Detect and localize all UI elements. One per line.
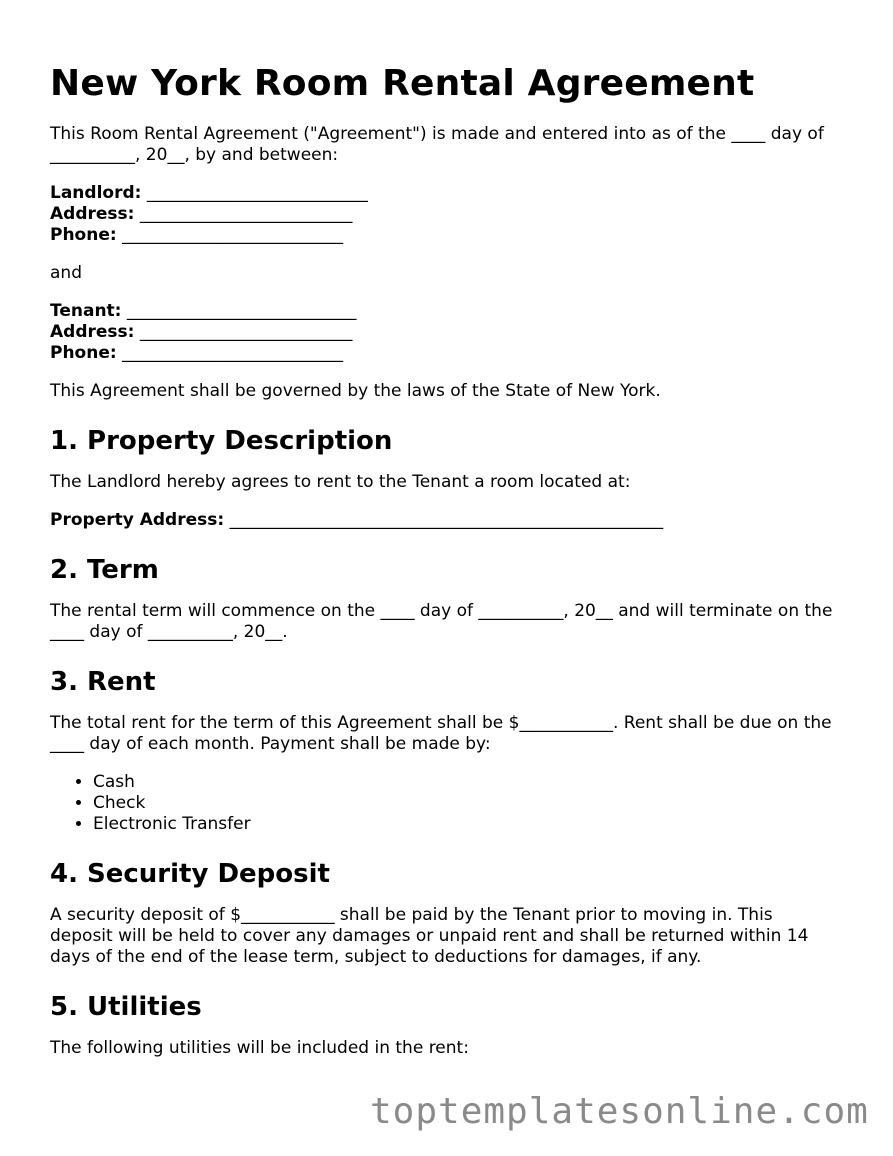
term-paragraph: The rental term will commence on the ____ day of __________, 20__ and will terminate on the ____ day of __________, 20__. xyxy=(50,601,833,642)
tenant-address-blank[interactable]: _________________________ xyxy=(134,322,353,342)
section-heading-deposit: 4. Security Deposit xyxy=(50,859,330,889)
landlord-info xyxy=(50,183,840,246)
list-item: • Electronic Transfer xyxy=(93,814,840,835)
property-address-field xyxy=(50,510,840,531)
tenant-phone-blank[interactable]: __________________________ xyxy=(116,343,344,363)
and-text: and xyxy=(50,263,82,283)
landlord-address-field xyxy=(50,204,840,225)
property-address-blank[interactable]: ___________________________________________________ xyxy=(224,510,664,530)
property-address-line xyxy=(50,510,840,531)
utilities-paragraph: The following utilities will be included in the rent: xyxy=(50,1038,469,1058)
document-title: New York Room Rental Agreement xyxy=(50,63,755,104)
landlord-address-label: Address: xyxy=(50,204,135,224)
tenant-address-field xyxy=(50,322,840,343)
tenant-name-label: Tenant: xyxy=(50,301,122,321)
intro-paragraph: This Room Rental Agreement ("Agreement") is made and entered into as of the ____ day of __________, 20__, by and between: xyxy=(50,124,824,165)
landlord-address-blank[interactable]: _________________________ xyxy=(134,204,353,224)
tenant-address-label: Address: xyxy=(50,322,135,342)
section-heading-rent: 3. Rent xyxy=(50,667,156,697)
tenant-name-blank[interactable]: ___________________________ xyxy=(121,301,357,321)
landlord-phone-blank[interactable]: __________________________ xyxy=(116,225,344,245)
tenant-phone-label: Phone: xyxy=(50,343,117,363)
list-item: • Cash xyxy=(93,772,840,793)
landlord-phone-field xyxy=(50,225,840,246)
payment-methods-list xyxy=(50,772,840,835)
landlord-phone-label: Phone: xyxy=(50,225,117,245)
deposit-paragraph: A security deposit of $___________ shall be paid by the Tenant prior to moving in. This deposit will be held to cover any damages or unpaid rent and shall be returned within 14 days of the end of the lease term, subject to deductions for damages, if any. xyxy=(50,905,809,967)
rent-paragraph: The total rent for the term of this Agreement shall be $___________. Rent shall be due on the ____ day of each month. Payment shall be made by: xyxy=(50,713,832,754)
property-paragraph: The Landlord hereby agrees to rent to the Tenant a room located at: xyxy=(50,472,631,492)
section-heading-property: 1. Property Description xyxy=(50,426,393,456)
tenant-name-field xyxy=(50,301,840,322)
section-heading-utilities: 5. Utilities xyxy=(50,992,202,1022)
governing-law-paragraph: This Agreement shall be governed by the laws of the State of New York. xyxy=(50,381,661,401)
tenant-phone-field xyxy=(50,343,840,364)
tenant-info xyxy=(50,301,840,364)
section-heading-term: 2. Term xyxy=(50,555,159,585)
landlord-name-blank[interactable]: __________________________ xyxy=(141,183,368,203)
landlord-name-label: Landlord: xyxy=(50,183,142,203)
document-page xyxy=(50,60,840,1076)
landlord-name-field xyxy=(50,183,840,204)
property-address-label: Property Address: xyxy=(50,510,225,530)
list-item: • Check xyxy=(93,793,840,814)
watermark: toptemplatesonline.com xyxy=(370,1091,869,1132)
